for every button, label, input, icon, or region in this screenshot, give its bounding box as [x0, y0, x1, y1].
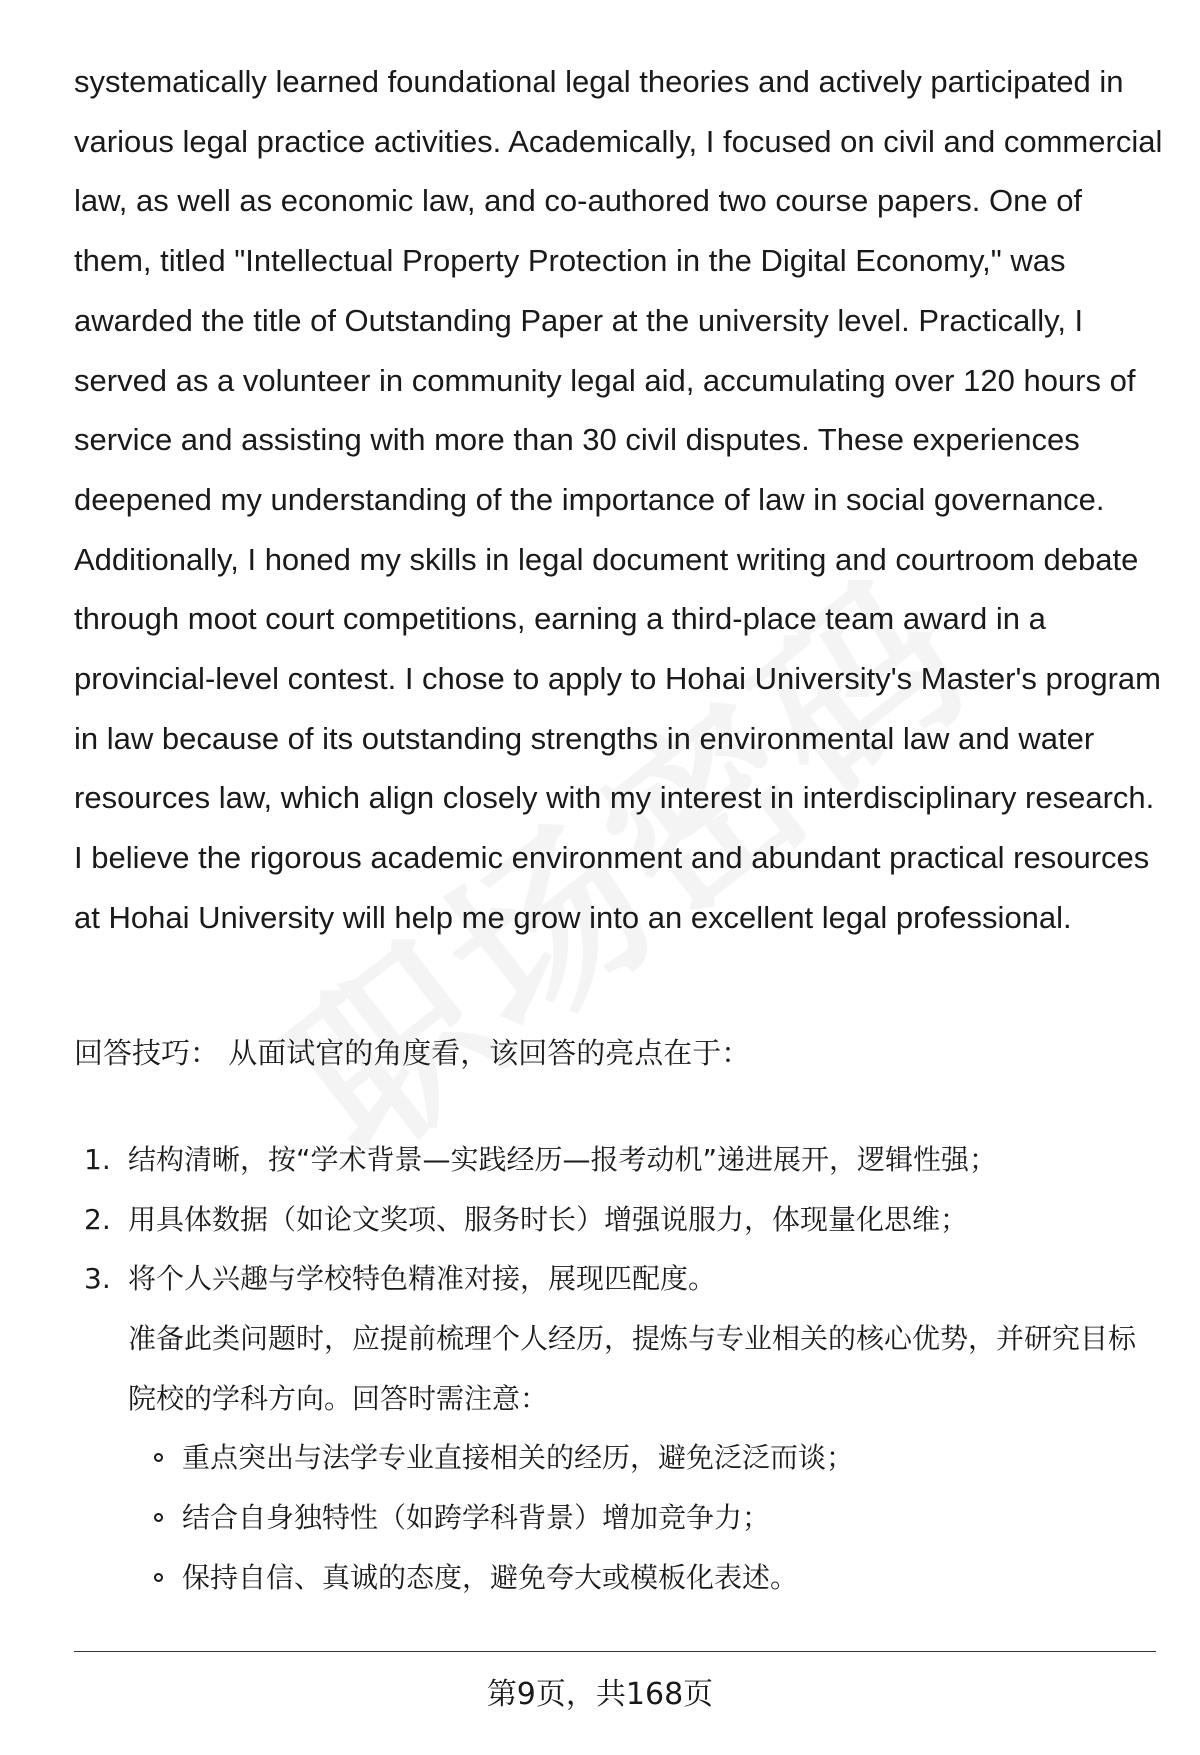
list-number: 2.: [84, 1202, 111, 1236]
list-item: [128, 1428, 1158, 1488]
list-item-text: 保持自信、真诚的态度，避免夸大或模板化表述。: [182, 1561, 799, 1594]
page-number: 第9页，共168页: [486, 1677, 714, 1712]
circle-bullet-icon: [154, 1453, 163, 1462]
list-item-text: 用具体数据（如论文奖项、服务时长）增强说服力，体现量化思维；: [128, 1202, 969, 1236]
list-item: [74, 1130, 1164, 1190]
attention-list: [128, 1428, 1158, 1608]
tips-heading: 回答技巧： 从面试官的角度看，该回答的亮点在于：: [74, 1036, 751, 1070]
list-item-text: 重点突出与法学专业直接相关的经历，避免泛泛而谈；: [182, 1441, 855, 1474]
answer-paragraph: systematically learned foundational legal theories and actively participated in various legal practice activities. Academically, I focused on civil and commercial law, as well as economic law, and co-authored two course papers. One of them, titled "Intellectual Property Protection in the Digital Economy," was awarded the title of Outstanding Paper at the university level. Practically, I served as a volunteer in community legal aid, accumulating over 120 hours of service and assisting with more than 30 civil disputes. These experiences deepened my understanding of the importance of law in social governance. Additionally, I honed my skills in legal document writing and courtroom debate through moot court competitions, earning a third-place team award in a provincial-level contest. I chose to apply to Hohai University's Master's program in law because of its outstanding strengths in environmental law and water resources law, which align closely with my interest in interdisciplinary research. I believe the rigorous academic environment and abundant practical resources at Hohai University will help me grow into an excellent legal professional.: [74, 64, 1163, 935]
circle-bullet-icon: [154, 1513, 163, 1522]
list-item: [74, 1249, 1164, 1309]
list-item: [128, 1548, 1158, 1608]
preparation-note: 准备此类问题时，应提前梳理个人经历，提炼与专业相关的核心优势，并研究目标院校的学科方向。回答时需注意：: [128, 1322, 1137, 1415]
list-item-text: 将个人兴趣与学校特色精准对接，展现匹配度。: [128, 1262, 717, 1295]
circle-bullet-icon: [154, 1573, 163, 1582]
footer-divider: [74, 1651, 1156, 1652]
highlights-list: [74, 1130, 1164, 1309]
list-number: 3.: [84, 1262, 111, 1295]
list-item: [74, 1190, 1164, 1250]
list-item: [128, 1488, 1158, 1548]
list-item-text: 结构清晰，按“学术背景—实践经历—报考动机”递进展开，逻辑性强；: [128, 1143, 998, 1176]
list-item-text: 结合自身独特性（如跨学科背景）增加竞争力；: [182, 1501, 771, 1534]
list-number: 1.: [84, 1143, 111, 1176]
